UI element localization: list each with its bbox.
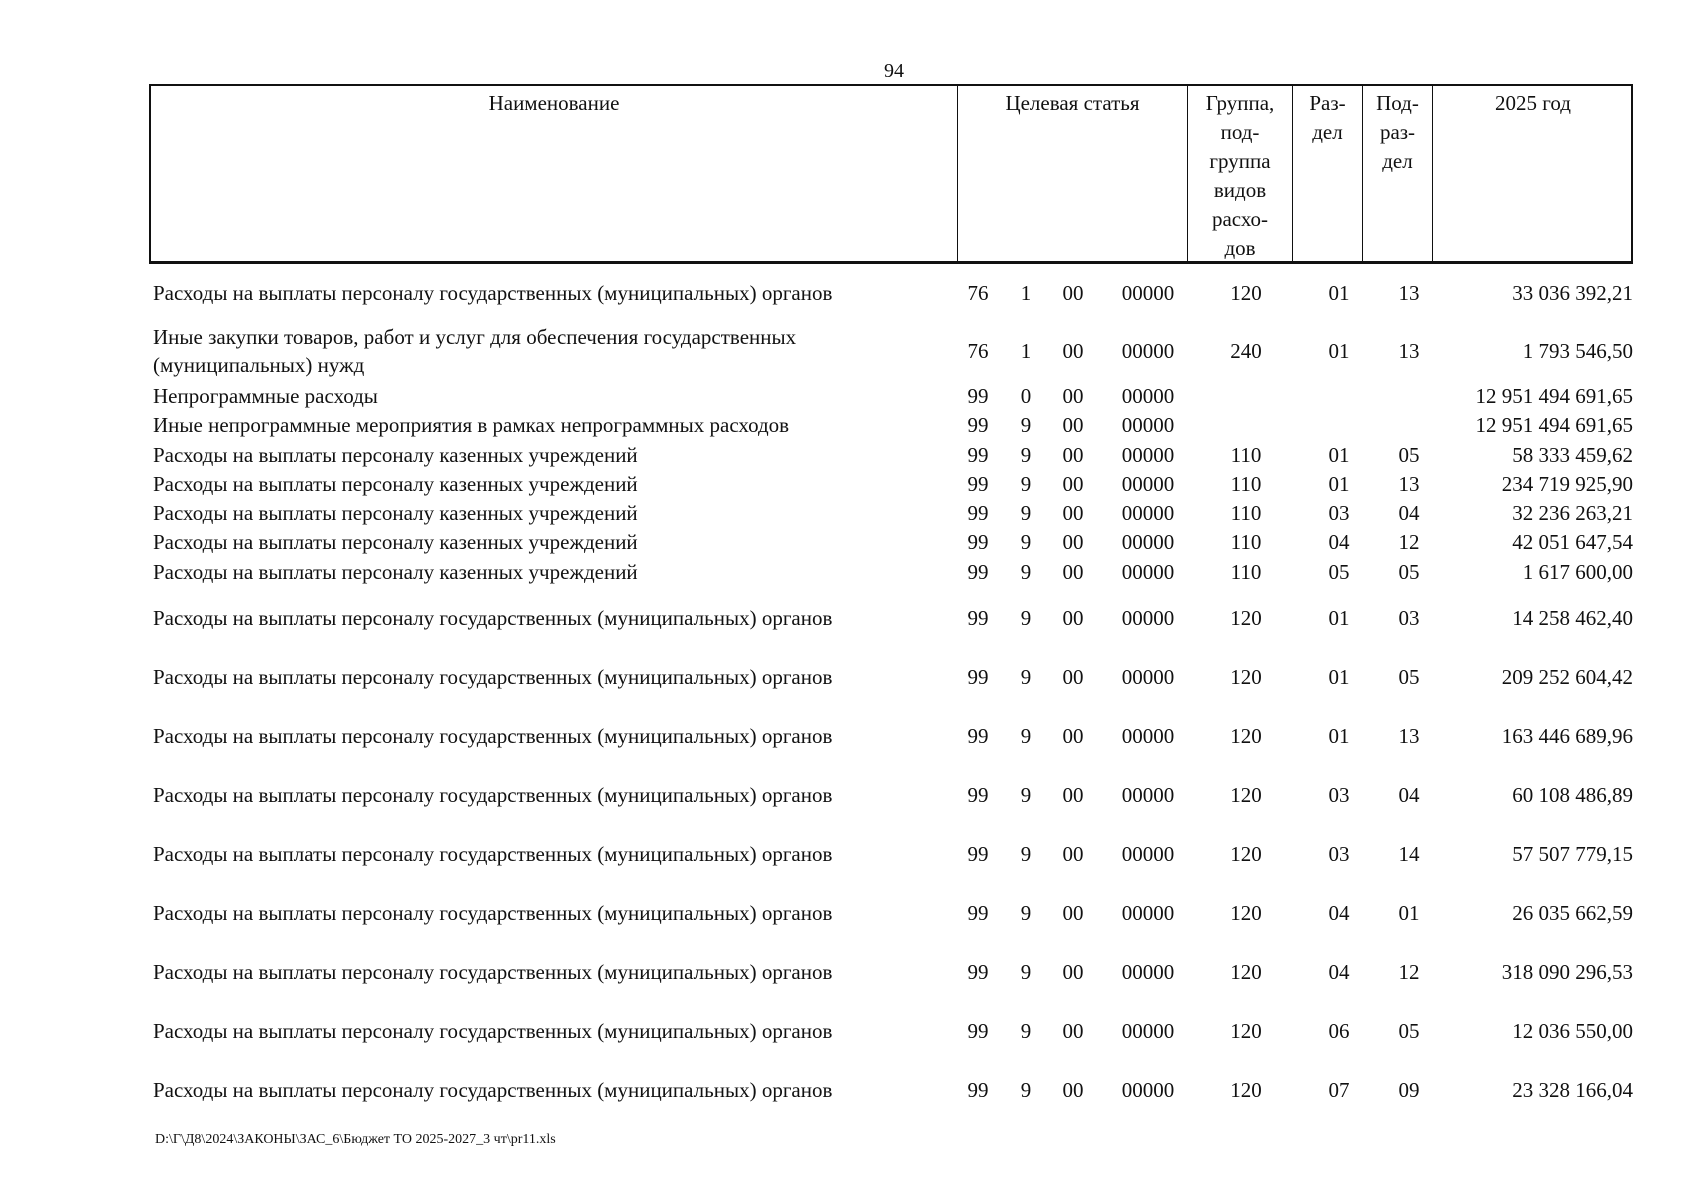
cell-section: 03: [1328, 783, 1350, 807]
cell-amount: 12 951 494 691,65: [1475, 413, 1633, 437]
row-name: [153, 499, 933, 527]
cell-b: 9: [1020, 413, 1032, 437]
cell-group: 120: [1230, 960, 1262, 984]
file-path: D:\Г\Д8\2024\ЗАКОНЫ\ЗАС_6\Бюджет ТО 2025-2027_3 чт\pr11.xls: [155, 1132, 556, 1147]
row-name-line: Расходы на выплаты персоналу государственных (муниципальных) органов: [153, 901, 833, 925]
cell-b: 9: [1020, 1078, 1032, 1102]
cell-b: 0: [1020, 384, 1032, 408]
cell-c: 00: [1062, 901, 1084, 925]
header-section: [1293, 86, 1363, 261]
row-name: [153, 1017, 933, 1045]
cell-d: 00000: [1121, 472, 1175, 496]
cell-c: 00: [1062, 842, 1084, 866]
cell-group: 120: [1230, 901, 1262, 925]
table-row: [153, 604, 1633, 632]
cell-c: 00: [1062, 665, 1084, 689]
header-group-line: видов: [1213, 178, 1267, 202]
table-row: [153, 781, 1633, 809]
cell-b: 1: [1020, 339, 1032, 363]
cell-section: 01: [1328, 665, 1350, 689]
cell-subsection: 13: [1398, 281, 1420, 305]
cell-group: 110: [1230, 443, 1262, 467]
cell-section: 03: [1328, 501, 1350, 525]
cell-subsection: 14: [1398, 842, 1420, 866]
cell-b: 9: [1020, 724, 1032, 748]
cell-a: 99: [967, 413, 989, 437]
cell-subsection: 13: [1398, 724, 1420, 748]
cell-b: 9: [1020, 783, 1032, 807]
cell-c: 00: [1062, 1078, 1084, 1102]
cell-section: 04: [1328, 901, 1350, 925]
cell-section: 05: [1328, 560, 1350, 584]
cell-section: 01: [1328, 724, 1350, 748]
cell-amount: 12 036 550,00: [1512, 1019, 1633, 1043]
table-row: [153, 528, 1633, 556]
row-name-line: Расходы на выплаты персоналу казенных учреждений: [153, 443, 638, 467]
header-target-article: [958, 86, 1188, 261]
cell-d: 00000: [1121, 443, 1175, 467]
header-name: [151, 86, 958, 261]
cell-c: 00: [1062, 501, 1084, 525]
cell-b: 9: [1020, 472, 1032, 496]
cell-b: 9: [1020, 606, 1032, 630]
cell-group: 120: [1230, 281, 1262, 305]
header-section-line: дел: [1312, 120, 1343, 144]
cell-a: 99: [967, 472, 989, 496]
row-name-line: Расходы на выплаты персоналу казенных учреждений: [153, 472, 638, 496]
cell-group: 240: [1230, 339, 1262, 363]
row-name-line: Расходы на выплаты персоналу государственных (муниципальных) органов: [153, 606, 833, 630]
header-subsection: [1363, 86, 1433, 261]
cell-amount: 26 035 662,59: [1512, 901, 1633, 925]
cell-group: 120: [1230, 665, 1262, 689]
cell-c: 00: [1062, 281, 1084, 305]
row-name: [153, 604, 933, 632]
cell-section: 01: [1328, 606, 1350, 630]
cell-b: 9: [1020, 443, 1032, 467]
cell-amount: 60 108 486,89: [1512, 783, 1633, 807]
table-row: [153, 470, 1633, 498]
header-section-line: Раз-: [1309, 91, 1346, 115]
cell-a: 99: [967, 665, 989, 689]
cell-subsection: 01: [1398, 901, 1420, 925]
cell-group: 110: [1230, 501, 1262, 525]
cell-d: 00000: [1121, 842, 1175, 866]
header-subsection-line: раз-: [1379, 120, 1416, 144]
row-name-line: Непрограммные расходы: [153, 384, 378, 408]
row-name-line: Расходы на выплаты персоналу государственных (муниципальных) органов: [153, 724, 833, 748]
row-name: [153, 528, 933, 556]
row-name-line: Расходы на выплаты персоналу государственных (муниципальных) органов: [153, 281, 833, 305]
cell-a: 99: [967, 783, 989, 807]
cell-section: 06: [1328, 1019, 1350, 1043]
header-group-line: расхо-: [1211, 207, 1269, 231]
table-row: [153, 499, 1633, 527]
row-name: [153, 899, 933, 927]
table-row: [153, 411, 1633, 439]
row-name: [153, 722, 933, 750]
cell-b: 9: [1020, 501, 1032, 525]
cell-d: 00000: [1121, 665, 1175, 689]
row-name-line: Расходы на выплаты персоналу государственных (муниципальных) органов: [153, 1019, 833, 1043]
cell-a: 99: [967, 443, 989, 467]
cell-d: 00000: [1121, 530, 1175, 554]
cell-b: 1: [1020, 281, 1032, 305]
cell-c: 00: [1062, 560, 1084, 584]
cell-a: 99: [967, 384, 989, 408]
row-name: [153, 411, 933, 439]
header-subsection-line: дел: [1382, 149, 1413, 173]
cell-a: 99: [967, 1019, 989, 1043]
header-group-line: группа: [1209, 149, 1271, 173]
cell-a: 99: [967, 901, 989, 925]
row-name-line: Иные непрограммные мероприятия в рамках непрограммных расходов: [153, 413, 790, 437]
row-name: [153, 441, 933, 469]
row-name: [153, 323, 933, 379]
cell-section: 04: [1328, 960, 1350, 984]
cell-amount: 12 951 494 691,65: [1475, 384, 1633, 408]
cell-d: 00000: [1121, 901, 1175, 925]
cell-c: 00: [1062, 1019, 1084, 1043]
header-group-line: под-: [1220, 120, 1260, 144]
cell-subsection: 03: [1398, 606, 1420, 630]
cell-group: 110: [1230, 560, 1262, 584]
cell-a: 76: [967, 281, 989, 305]
cell-c: 00: [1062, 783, 1084, 807]
header-name-label: Наименование: [488, 91, 620, 115]
cell-c: 00: [1062, 413, 1084, 437]
cell-amount: 32 236 263,21: [1512, 501, 1633, 525]
cell-group: 120: [1230, 842, 1262, 866]
cell-subsection: 05: [1398, 665, 1420, 689]
cell-section: 01: [1328, 472, 1350, 496]
cell-amount: 209 252 604,42: [1501, 665, 1633, 689]
header-group: [1188, 86, 1293, 261]
row-name-line: Расходы на выплаты персоналу казенных учреждений: [153, 530, 638, 554]
cell-subsection: 04: [1398, 501, 1420, 525]
table-row: [153, 558, 1633, 586]
table-row: [153, 382, 1633, 410]
row-name-line: Иные закупки товаров, работ и услуг для обеспечения государственных: [153, 325, 797, 349]
row-name: [153, 279, 933, 307]
cell-b: 9: [1020, 960, 1032, 984]
cell-amount: 57 507 779,15: [1512, 842, 1633, 866]
row-name: [153, 781, 933, 809]
row-name: [153, 470, 933, 498]
table-header: [149, 84, 1633, 264]
cell-d: 00000: [1121, 724, 1175, 748]
cell-group: 120: [1230, 1078, 1262, 1102]
table-row: [153, 1017, 1633, 1045]
cell-a: 99: [967, 606, 989, 630]
cell-amount: 318 090 296,53: [1501, 960, 1633, 984]
table-row: [153, 323, 1633, 379]
cell-d: 00000: [1121, 560, 1175, 584]
cell-a: 99: [967, 560, 989, 584]
page-number: 94: [884, 60, 904, 82]
cell-d: 00000: [1121, 606, 1175, 630]
row-name: [153, 382, 933, 410]
cell-amount: 14 258 462,40: [1512, 606, 1633, 630]
cell-d: 00000: [1121, 783, 1175, 807]
cell-d: 00000: [1121, 1078, 1175, 1102]
cell-section: 04: [1328, 530, 1350, 554]
row-name-line: Расходы на выплаты персоналу государственных (муниципальных) органов: [153, 665, 833, 689]
cell-group: 120: [1230, 724, 1262, 748]
cell-amount: 1 617 600,00: [1522, 560, 1633, 584]
cell-amount: 33 036 392,21: [1512, 281, 1633, 305]
cell-d: 00000: [1121, 281, 1175, 305]
row-name: [153, 663, 933, 691]
cell-c: 00: [1062, 530, 1084, 554]
cell-subsection: 13: [1398, 472, 1420, 496]
cell-section: 01: [1328, 281, 1350, 305]
header-year-label: 2025 год: [1495, 91, 1571, 115]
cell-a: 99: [967, 530, 989, 554]
cell-b: 9: [1020, 901, 1032, 925]
cell-d: 00000: [1121, 339, 1175, 363]
row-name: [153, 558, 933, 586]
cell-c: 00: [1062, 339, 1084, 363]
cell-c: 00: [1062, 472, 1084, 496]
cell-c: 00: [1062, 384, 1084, 408]
row-name-line: Расходы на выплаты персоналу государственных (муниципальных) органов: [153, 1078, 833, 1102]
cell-d: 00000: [1121, 384, 1175, 408]
cell-group: 120: [1230, 1019, 1262, 1043]
cell-subsection: 05: [1398, 1019, 1420, 1043]
cell-subsection: 05: [1398, 443, 1420, 467]
cell-amount: 42 051 647,54: [1512, 530, 1633, 554]
cell-a: 99: [967, 724, 989, 748]
cell-d: 00000: [1121, 413, 1175, 437]
cell-b: 9: [1020, 560, 1032, 584]
cell-a: 99: [967, 501, 989, 525]
cell-b: 9: [1020, 1019, 1032, 1043]
cell-d: 00000: [1121, 960, 1175, 984]
cell-amount: 1 793 546,50: [1522, 339, 1633, 363]
header-group-line: дов: [1224, 236, 1256, 260]
row-name-line: Расходы на выплаты персоналу казенных учреждений: [153, 560, 638, 584]
cell-b: 9: [1020, 842, 1032, 866]
row-name: [153, 840, 933, 868]
cell-section: 01: [1328, 443, 1350, 467]
cell-subsection: 09: [1398, 1078, 1420, 1102]
cell-group: 120: [1230, 606, 1262, 630]
cell-group: 110: [1230, 530, 1262, 554]
cell-b: 9: [1020, 530, 1032, 554]
cell-subsection: 12: [1398, 960, 1420, 984]
cell-d: 00000: [1121, 1019, 1175, 1043]
header-group-line: Группа,: [1205, 91, 1275, 115]
cell-subsection: 12: [1398, 530, 1420, 554]
row-name-line: Расходы на выплаты персоналу государственных (муниципальных) органов: [153, 842, 833, 866]
cell-b: 9: [1020, 665, 1032, 689]
cell-subsection: 04: [1398, 783, 1420, 807]
table-row: [153, 279, 1633, 307]
cell-d: 00000: [1121, 501, 1175, 525]
table-row: [153, 441, 1633, 469]
row-name-line: Расходы на выплаты персоналу казенных учреждений: [153, 501, 638, 525]
cell-a: 99: [967, 842, 989, 866]
table-row: [153, 722, 1633, 750]
table-row: [153, 840, 1633, 868]
table-row: [153, 958, 1633, 986]
cell-c: 00: [1062, 960, 1084, 984]
cell-amount: 23 328 166,04: [1512, 1078, 1633, 1102]
cell-group: 120: [1230, 783, 1262, 807]
cell-subsection: 13: [1398, 339, 1420, 363]
row-name-line: Расходы на выплаты персоналу государственных (муниципальных) органов: [153, 783, 833, 807]
cell-section: 01: [1328, 339, 1350, 363]
cell-c: 00: [1062, 606, 1084, 630]
cell-c: 00: [1062, 724, 1084, 748]
header-year: [1433, 86, 1633, 261]
cell-a: 99: [967, 960, 989, 984]
table-row: [153, 899, 1633, 927]
cell-a: 76: [967, 339, 989, 363]
row-name-line: Расходы на выплаты персоналу государственных (муниципальных) органов: [153, 960, 833, 984]
header-target-article-label: Целевая статья: [1005, 91, 1140, 115]
row-name: [153, 1076, 933, 1104]
row-name: [153, 958, 933, 986]
cell-section: 03: [1328, 842, 1350, 866]
cell-amount: 234 719 925,90: [1501, 472, 1633, 496]
table-row: [153, 663, 1633, 691]
cell-section: 07: [1328, 1078, 1350, 1102]
cell-c: 00: [1062, 443, 1084, 467]
cell-group: 110: [1230, 472, 1262, 496]
row-name-line: (муниципальных) нужд: [153, 353, 365, 377]
header-subsection-line: Под-: [1376, 91, 1419, 115]
cell-amount: 163 446 689,96: [1501, 724, 1633, 748]
cell-amount: 58 333 459,62: [1512, 443, 1633, 467]
table-row: [153, 1076, 1633, 1104]
cell-subsection: 05: [1398, 560, 1420, 584]
cell-a: 99: [967, 1078, 989, 1102]
